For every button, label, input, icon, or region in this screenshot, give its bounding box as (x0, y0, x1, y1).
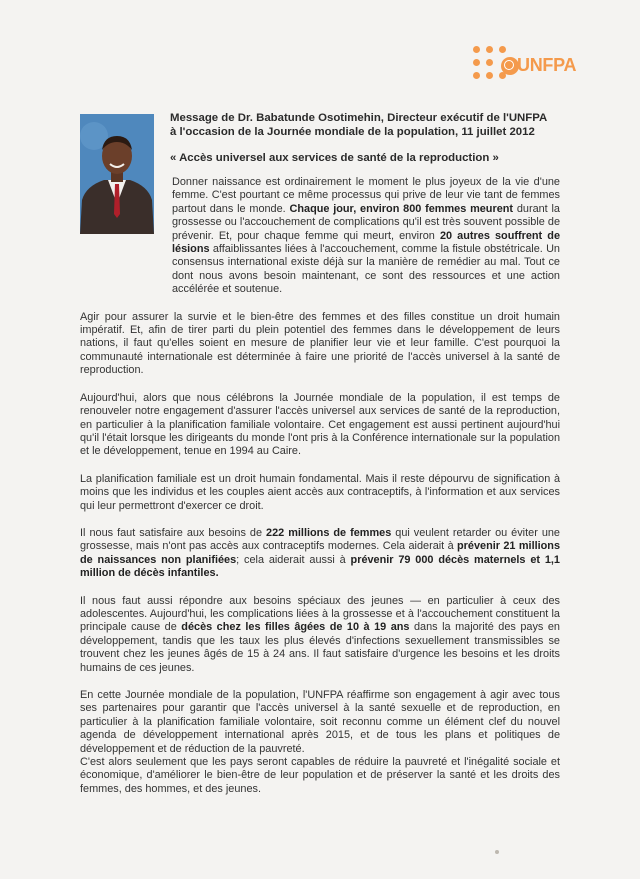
paragraph-6: Il nous faut aussi répondre aux besoins spéciaux des jeunes — en particulier à ceux des adolescentes. Aujourd'hui, les complications liées à la grossesse et à l'accouchement constituent la principale cause de décès chez les filles âgées de 10 à 19 ans dans la majorité des pays en développement, tandis que les taux les plus élevés d'infections sexuellement transmissibles se trouvent chez les jeunes âgés de 15 à 24 ans. Il faut satisfaire d'urgence les besoins et les droits humains de ces jeunes. (80, 594, 560, 674)
paragraph-4: La planification familiale est un droit humain fondamental. Mais il reste dépourvu de signification à moins que les individus et les couples aient accès aux contraceptifs, à l'information et aux services qui leur permettront d'exercer ce droit. (80, 472, 560, 512)
paragraph-7: En cette Journée mondiale de la population, l'UNFPA réaffirme son engagement à agir avec tous ses partenaires pour garantir que l'accès universel à la santé sexuelle et de reproduction, en particulier à la planification familiale volontaire, soit reconnu comme un élément clef du nouvel agenda de développement international après 2015, et de tous les plans et politiques de développement et de réduction de la pauvreté. (80, 689, 560, 755)
paragraph-8: C'est alors seulement que les pays seront capables de réduire la pauvreté et l'inégalité sociale et économique, d'améliorer le bien-être de leur population et de préserver la santé et les droits des femmes, des hommes, et des jeunes. (80, 756, 560, 795)
title-line-2: à l'occasion de la Journée mondiale de la population, 11 juillet 2012 (170, 126, 535, 138)
paragraph-3: Aujourd'hui, alors que nous célébrons la Journée mondiale de la population, il est temps de renouveler notre engagement d'assurer l'accès universel aux services de santé de la reproduction, en particulier à la planification familiale volontaire. Cet engagement est aussi pertinent aujourd'hui qu'il l'était lorsque les dirigeants du monde l'ont pris à la Conférence internationale sur la population et le développement, tenue en 1994 au Caire. (80, 391, 560, 458)
logo-text: UNFPA (517, 55, 577, 75)
unfpa-logo (473, 46, 625, 88)
paragraph-5: Il nous faut satisfaire aux besoins de 222 millions de femmes qui veulent retarder ou éviter une grossesse, mais n'ont pas accès aux contraceptifs modernes. Cela aiderait à prévenir 21 millions de naissances non planifiées; cela aiderait aussi à prévenir 79 000 décès maternels et 1,1 million de décès infantiles. (80, 526, 561, 580)
message-body (80, 176, 560, 810)
paragraph-1: Donner naissance est ordinairement le moment le plus joyeux de la vie d'une femme. C'est pourtant ce même processus qui prive de leur vie tant de femmes partout dans le monde. Chaque jour, environ 800 femmes meurent durant la grossesse ou l'accouchement de complications qu'il est très souvent possible de prévenir. Et, pour chaque femme qui meurt, environ 20 autres souffrent de lésions affaiblissantes liées à l'accouchement, comme la fistule obstétricale. Un consensus international existe déjà sur la manière de remédier au mal. Tout ce dont nous avons besoin maintenant, ce sont des ressources et une action accélérée et soutenue. (172, 176, 561, 296)
paragraph-2: Agir pour assurer la survie et le bien-être des femmes et des filles constitue un droit humain impératif. Et, afin de tirer parti du plein potentiel des femmes dans le développement de leurs nations, il faut qu'elles soient en mesure de planifier leur vie et leur famille. C'est pourquoi la communauté internationale est déterminée à faire une priorité de l'accès universel à la santé de reproduction. (80, 310, 560, 377)
title-line-1: Message de Dr. Babatunde Osotimehin, Directeur exécutif de l'UNFPA (170, 112, 548, 124)
document-theme: « Accès universel aux services de santé de la reproduction » (170, 152, 499, 164)
paper-speck (495, 850, 499, 854)
document-title (170, 111, 570, 139)
